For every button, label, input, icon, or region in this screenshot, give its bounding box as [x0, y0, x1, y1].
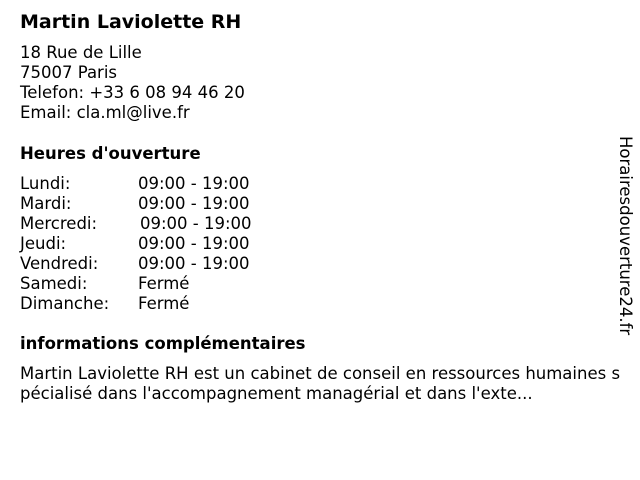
contact-block — [20, 43, 245, 123]
day-label: Mercredi: — [20, 214, 98, 233]
watermark-text: Horairesdouverture24.fr — [616, 136, 635, 336]
day-label: Samedi: — [20, 274, 88, 293]
day-label: Lundi: — [20, 174, 71, 193]
hours-row-wednesday — [20, 214, 320, 234]
additional-info-heading: informations complémentaires — [20, 334, 306, 353]
day-label: Dimanche: — [20, 294, 110, 313]
hours-row-saturday — [20, 274, 320, 294]
day-hours: 09:00 - 19:00 — [138, 254, 250, 273]
day-label: Vendredi: — [20, 254, 99, 273]
address-street: 18 Rue de Lille — [20, 43, 142, 62]
day-hours: 09:00 - 19:00 — [138, 194, 250, 213]
address-city: 75007 Paris — [20, 63, 118, 82]
hours-row-thursday — [20, 234, 320, 254]
day-label: Mardi: — [20, 194, 72, 213]
opening-hours-table — [20, 174, 320, 314]
day-hours: Fermé — [138, 274, 190, 293]
opening-hours-heading: Heures d'ouverture — [20, 144, 201, 163]
email-line: Email: cla.ml@live.fr — [20, 103, 190, 122]
day-hours: Fermé — [138, 294, 190, 313]
watermark — [612, 136, 636, 344]
hours-row-sunday — [20, 294, 320, 314]
hours-row-monday — [20, 174, 320, 194]
business-description: Martin Laviolette RH est un cabinet de conseil en ressources humaines spécialisé dans l'accompagnement managérial et dans l'exte... — [20, 364, 621, 403]
day-label: Jeudi: — [20, 234, 67, 253]
day-hours: 09:00 - 19:00 — [140, 214, 252, 233]
business-name: Martin Laviolette RH — [20, 11, 242, 33]
day-hours: 09:00 - 19:00 — [138, 174, 250, 193]
hours-row-friday — [20, 254, 320, 274]
hours-row-tuesday — [20, 194, 320, 214]
phone-line: Telefon: +33 6 08 94 46 20 — [20, 83, 245, 102]
day-hours: 09:00 - 19:00 — [138, 234, 250, 253]
